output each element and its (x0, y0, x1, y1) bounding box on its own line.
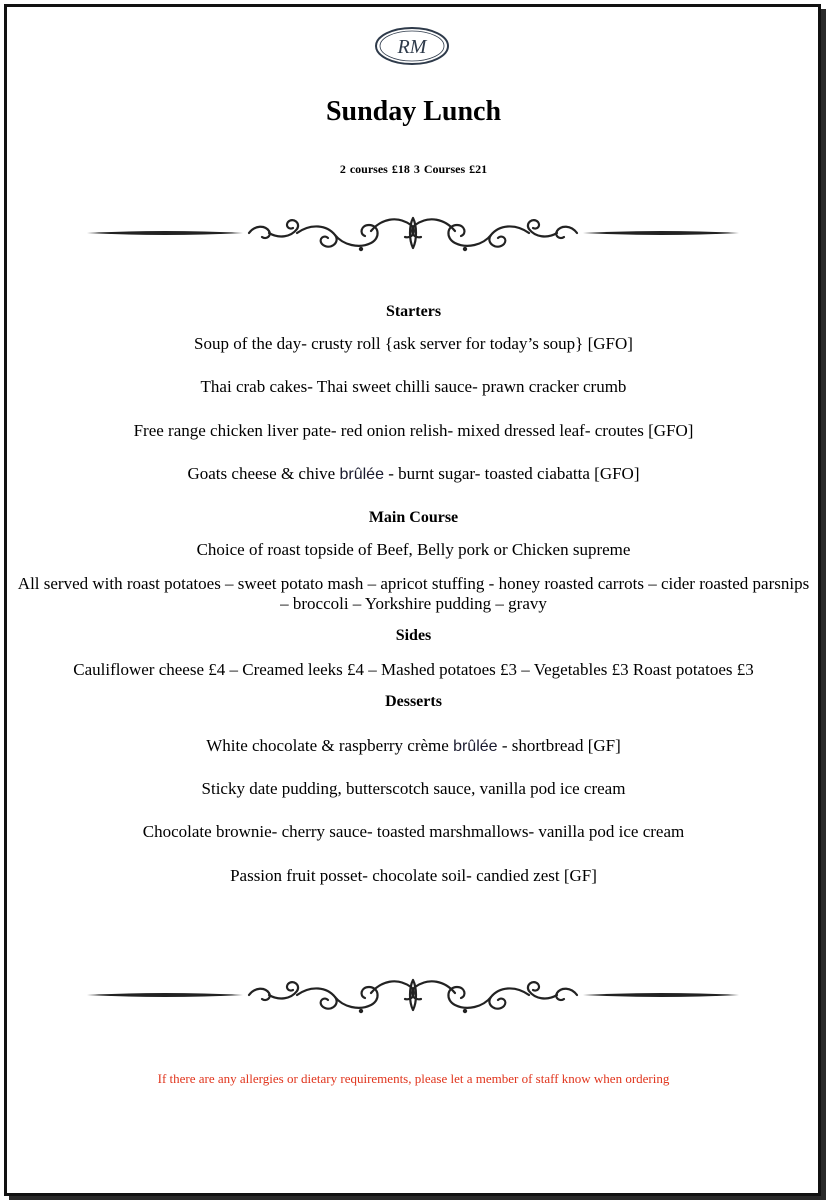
logo-monogram: RM (397, 36, 427, 58)
main-course-heading: Main Course (368, 509, 459, 526)
dessert-item: White chocolate & raspberry crème brûlée - shortbread [GF] (206, 736, 621, 755)
starter-item: Free range chicken liver pate- red onion relish- mixed dressed leaf- croutes [GFO] (133, 421, 694, 440)
dessert-item: Sticky date pudding, butterscotch sauce, vanilla pod ice cream (201, 779, 626, 798)
main-course-choice: Choice of roast topside of Beef, Belly pork or Chicken supreme (196, 540, 631, 559)
ornamental-divider-top (85, 208, 741, 258)
starter-item: Thai crab cakes- Thai sweet chilli sauce- prawn cracker crumb (200, 377, 627, 396)
dessert-item: Passion fruit posset- chocolate soil- candied zest [GF] (230, 866, 597, 885)
ornamental-divider-bottom (85, 970, 741, 1020)
starter-item: Soup of the day- crusty roll {ask server for today’s soup} [GFO] (194, 334, 633, 353)
sides-heading: Sides (395, 627, 432, 644)
course-prices: 2 courses £18 3 Courses £21 (339, 162, 488, 176)
menu-title: Sunday Lunch (325, 96, 502, 127)
main-course-accompaniments: All served with roast potatoes – sweet potato mash – apricot stuffing - honey roasted carrots – cider roasted parsnips – broccoli – Yorkshire pudding – gravy (17, 574, 810, 613)
desserts-heading: Desserts (385, 693, 442, 710)
starters-heading: Starters (385, 303, 442, 320)
allergy-notice: If there are any allergies or dietary requirements, please let a member of staff know when ordering (157, 1071, 670, 1086)
rm-monogram-logo (373, 24, 451, 68)
sides-list: Cauliflower cheese £4 – Creamed leeks £4 – Mashed potatoes £3 – Vegetables £3 Roast potatoes £3 (73, 660, 754, 679)
starter-item: Goats cheese & chive brûlée - burnt sugar- toasted ciabatta [GFO] (187, 464, 640, 483)
dessert-item: Chocolate brownie- cherry sauce- toasted marshmallows- vanilla pod ice cream (142, 822, 685, 841)
